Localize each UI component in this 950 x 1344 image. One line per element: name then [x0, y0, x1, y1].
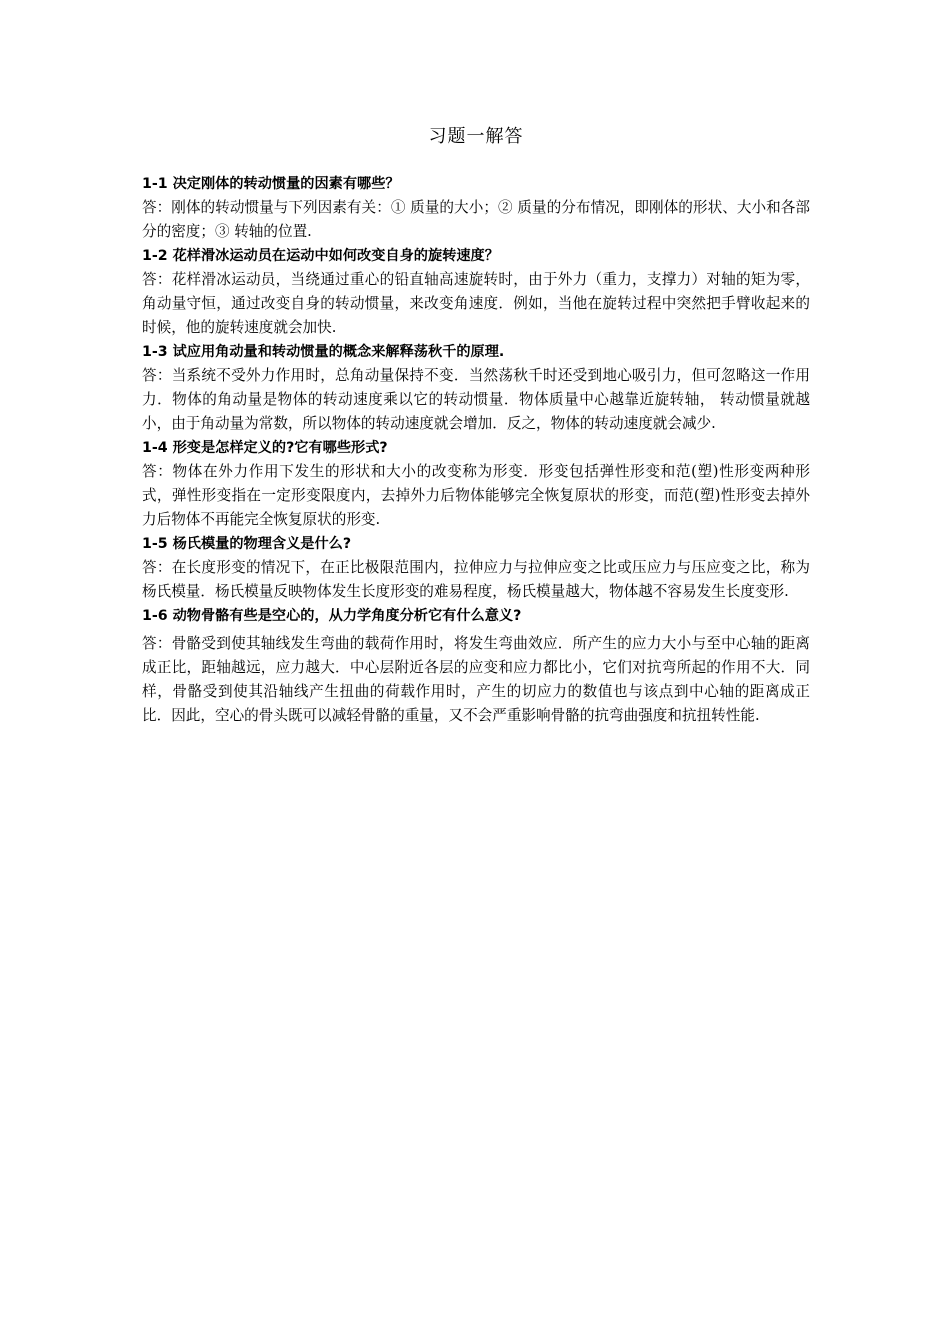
question-2: 1-2 花样滑冰运动员在运动中如何改变自身的旋转速度？ — [142, 248, 499, 264]
answer-5: 答：在长度形变的情况下，在正比极限范围内，拉伸应力与拉伸应变之比或压应力与压应变之比，称为杨氏模量．杨氏模量反映物体发生长度形变的难易程度，杨氏模量越大，物体越不容易发生长度变形. — [142, 559, 810, 600]
question-3: 1-3 试应用角动量和转动惯量的概念来解释荡秋千的原理. — [142, 344, 505, 360]
answer-1: 答：刚体的转动惯量与下列因素有关：① 质量的大小；② 质量的分布情况，即刚体的形状、大小和各部分的密度；③ 转轴的位置. — [142, 199, 810, 240]
question-6: 1-6 动物骨骼有些是空心的，从力学角度分析它有什么意义? — [142, 608, 522, 624]
qa-item-4 — [142, 436, 810, 532]
qa-item-1 — [142, 172, 810, 244]
qa-item-5 — [142, 532, 810, 604]
document-page — [142, 0, 810, 728]
answer-3: 答：当系统不受外力作用时，总角动量保持不变．当然荡秋千时还受到地心吸引力，但可忽略这一作用力．物体的角动量是物体的转动速度乘以它的转动惯量．物体质量中心越靠近旋转轴， 转动惯量就越小，由于角动量为常数，所以物体的转动速度就会增加．反之，物体的转动速度就会减少. — [142, 367, 810, 432]
qa-item-6 — [142, 604, 810, 728]
document-title: 习题一解答 — [428, 126, 524, 147]
answer-2: 答：花样滑冰运动员，当绕通过重心的铅直轴高速旋转时，由于外力（重力，支撑力）对轴的矩为零，角动量守恒，通过改变自身的转动惯量，来改变角速度．例如，当他在旋转过程中突然把手臂收起来的时候，他的旋转速度就会加快. — [142, 271, 810, 336]
question-5: 1-5 杨氏模量的物理含义是什么? — [142, 536, 352, 552]
qa-item-3 — [142, 340, 810, 436]
qa-item-2 — [142, 244, 810, 340]
answer-4: 答：物体在外力作用下发生的形状和大小的改变称为形变．形变包括弹性形变和范(塑)性形变两种形式，弹性形变指在一定形变限度内，去掉外力后物体能够完全恢复原状的形变，而范(塑)性形变去掉外力后物体不再能完全恢复原状的形变. — [142, 463, 810, 528]
answer-6: 答：骨骼受到使其轴线发生弯曲的载荷作用时，将发生弯曲效应．所产生的应力大小与至中心轴的距离成正比，距轴越远，应力越大．中心层附近各层的应变和应力都比小，它们对抗弯所起的作用不大．同样，骨骼受到使其沿轴线产生扭曲的荷载作用时，产生的切应力的数值也与该点到中心轴的距离成正比．因此，空心的骨头既可以减轻骨骼的重量，又不会严重影响骨骼的抗弯曲强度和抗扭转性能. — [142, 635, 810, 724]
question-4: 1-4 形变是怎样定义的?它有哪些形式? — [142, 440, 388, 456]
question-1: 1-1 决定刚体的转动惯量的因素有哪些？ — [142, 176, 400, 192]
